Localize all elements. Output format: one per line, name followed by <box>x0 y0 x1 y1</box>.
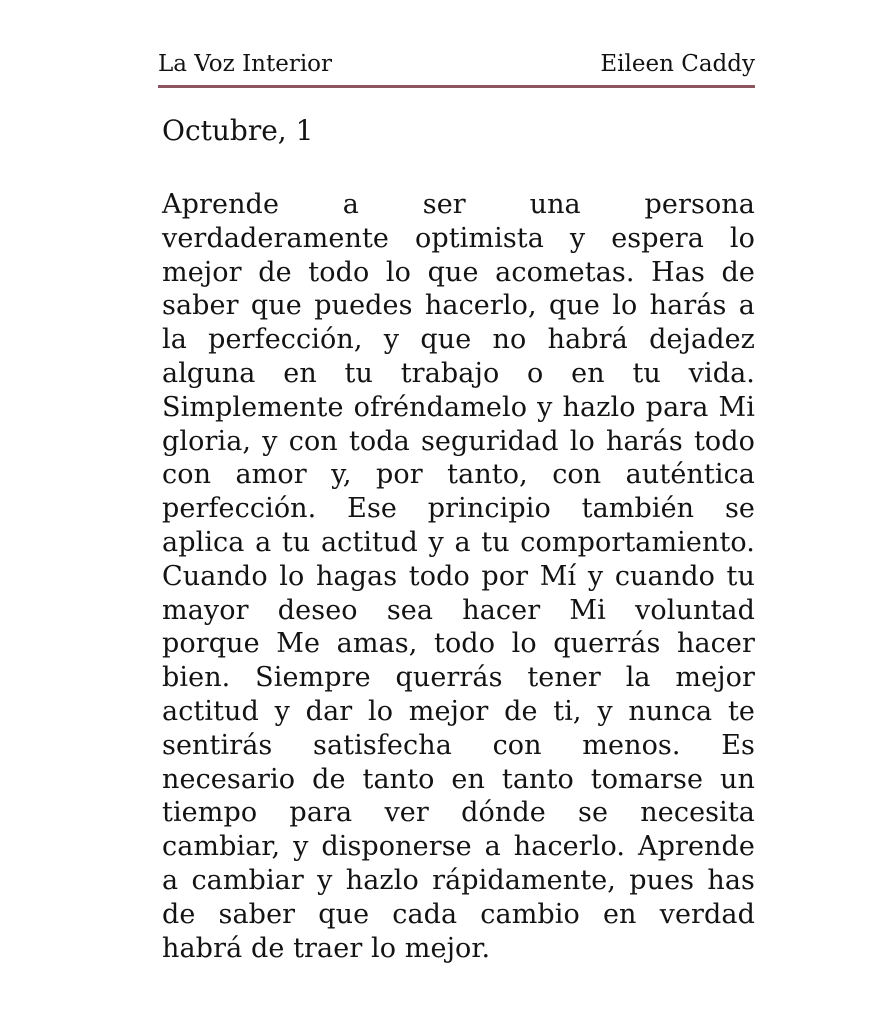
section-title: Octubre, 1 <box>162 114 314 147</box>
body-paragraph: Aprende a ser una persona verdaderamente optimista y espera lo mejor de todo lo que acometas. Has de saber que puedes hacerlo, que lo harás a la perfección, y que no habrá dejadez alguna en tu trabajo o en tu vida. Simplemente ofréndamelo y hazlo para Mi gloria, y con toda seguridad lo harás todo con amor y, por tanto, con auténtica perfección. Ese principio también se aplica a tu actitud y a tu comportamiento. Cuando lo hagas todo por Mí y cuando tu mayor deseo sea hacer Mi voluntad porque Me amas, todo lo querrás hacer bien. Siempre querrás tener la mejor actitud y dar lo mejor de ti, y nunca te sentirás satisfecha con menos. Es necesario de tanto en tanto tomarse un tiempo para ver dónde se necesita cambiar, y disponerse a hacerlo. Aprende a cambiar y hazlo rápidamente, pues has de saber que cada cambio en verdad habrá de traer lo mejor. <box>162 189 755 964</box>
author-name: Eileen Caddy <box>600 51 755 77</box>
page-header <box>158 50 755 88</box>
book-title: La Voz Interior <box>158 51 333 77</box>
